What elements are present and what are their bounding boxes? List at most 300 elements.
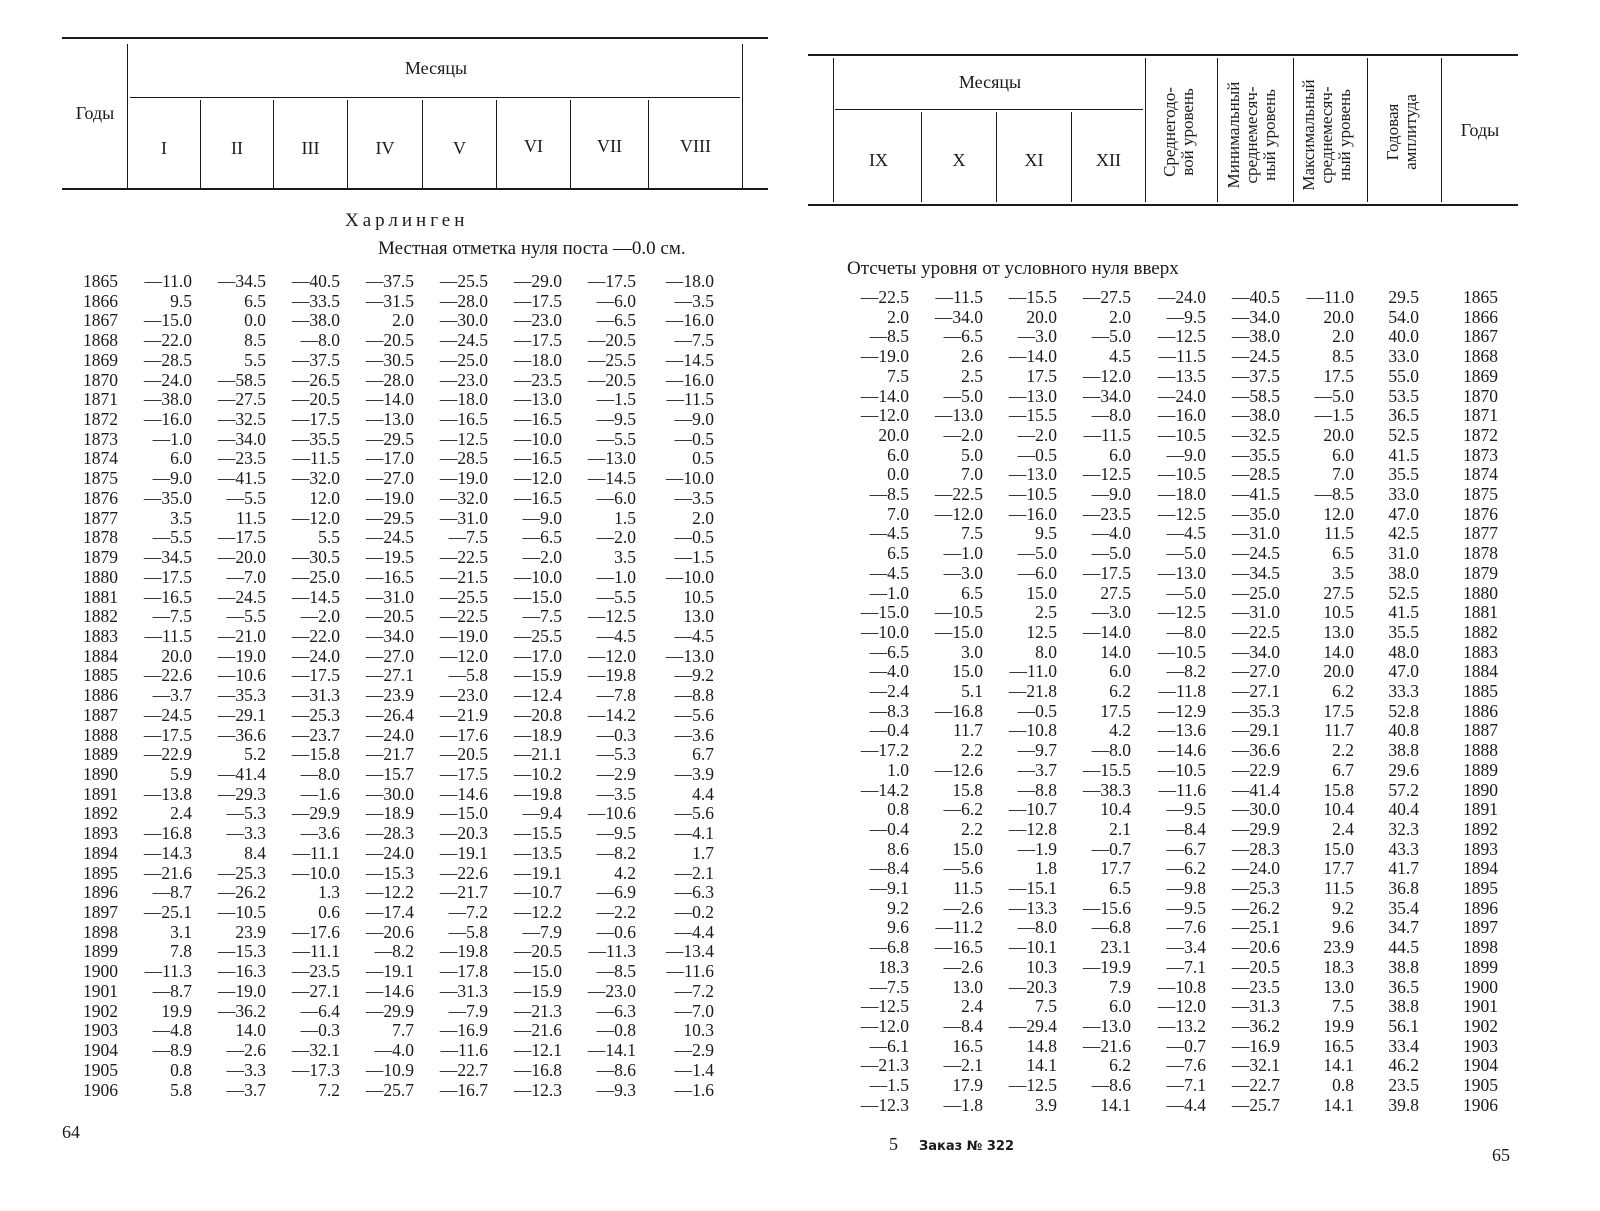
table-cell: —13.0 [934,405,983,426]
table-cell: —2.6 [943,897,983,918]
table-cell: —2.4 [869,681,909,701]
table-cell: —0.3 [300,1020,340,1041]
table-cell: —19.5 [365,547,414,568]
table-cell: 17.7 [1323,858,1354,879]
table-cell: —2.0 [522,547,562,568]
table-cell: 5.1 [961,681,983,701]
table-cell: —16.0 [665,369,714,390]
table-cell: —13.0 [665,645,714,666]
table-cell: —5.5 [226,606,266,627]
table-cell: —27.0 [365,645,414,666]
table-cell: —14.0 [1082,621,1131,642]
table-cell: —19.1 [365,961,414,982]
table-cell: 29.6 [1388,759,1419,780]
table-cell: —25.3 [291,704,340,725]
table-cell: —4.0 [869,661,909,682]
table-cell: —15.3 [365,862,414,883]
table-cell: 23.5 [1388,1075,1419,1095]
table-cell: —0.5 [674,428,714,449]
table-cell: —23.5 [291,961,340,982]
table-cell: —25.7 [365,1079,414,1100]
table-cell: 1865 [83,271,118,291]
table-cell: —20.5 [513,941,562,962]
table-cell: 1881 [1463,602,1498,623]
table-cell: —3.7 [226,1079,266,1100]
table-cell: 17.5 [1026,365,1057,386]
table-cell: —12.0 [291,507,340,528]
table-cell: —16.0 [1008,503,1057,524]
table-cell: —23.5 [513,369,562,390]
table-cell: —15.9 [513,980,562,1001]
table-cell: —6.4 [300,1000,340,1021]
table-cell: —33.5 [291,290,340,311]
table-cell: 1874 [1463,464,1498,485]
table-cell: —21.6 [143,862,192,883]
table-cell: —28.5 [439,448,488,469]
table-cell: 0.8 [887,799,909,820]
table-cell: —16.5 [439,409,488,430]
table-cell: —14.3 [143,842,192,863]
table-cell: —11.3 [588,941,636,962]
table-cell: 40.8 [1388,720,1419,741]
table-cell: —13.4 [665,941,714,962]
table-cell: —11.6 [1158,779,1206,800]
table-cell: 5.9 [170,764,192,784]
table-cell: —2.9 [674,1040,714,1061]
table-cell: 33.3 [1388,681,1419,701]
table-cell: 1866 [83,290,118,311]
table-cell: 33.0 [1388,484,1419,504]
table-cell: —0.6 [596,921,636,942]
table-cell: 1.5 [614,507,636,528]
table-cell: —6.0 [1017,562,1057,583]
table-cell: 8.4 [244,842,266,863]
table-cell: 7.5 [961,523,983,544]
table-cell: —20.5 [291,389,340,410]
table-cell: —6.2 [1166,858,1206,879]
table-cell: 23.9 [1323,937,1354,958]
table-cell: 35.5 [1388,464,1419,485]
table-cell: —23.0 [513,310,562,331]
table-cell: —24.5 [439,330,488,351]
table-cell: —25.3 [217,862,266,883]
table-cell: 1872 [1463,424,1498,445]
table-cell: —31.0 [439,507,488,528]
table-cell: 1.3 [318,882,340,903]
table-cell: 9.2 [1332,897,1354,918]
table-cell: —3.5 [674,487,714,508]
table-cell: —20.0 [217,547,266,568]
table-cell: —16.0 [143,409,192,430]
table-cell: —13.0 [1008,464,1057,485]
table-cell: 6.0 [1332,444,1354,465]
table-cell: —29.1 [1231,720,1280,741]
table-cell: 0.0 [244,310,266,331]
table-cell: —7.6 [1166,1055,1206,1076]
table-cell: —1.6 [674,1079,714,1100]
table-cell: —21.7 [365,744,414,765]
table-cell: —16.5 [513,487,562,508]
table-cell: —8.5 [1314,484,1354,504]
table-cell: —0.7 [1166,1035,1206,1056]
table-cell: 7.9 [1109,976,1131,997]
table-cell: —11.0 [144,271,192,291]
table-cell: —23.5 [1231,976,1280,997]
table-cell: 1900 [1463,976,1498,997]
table-cell: —2.1 [943,1055,983,1076]
table-cell: —5.0 [943,385,983,406]
max-monthly-level-header: Максимальный среднемесяч- ный уровень [1299,79,1354,191]
table-cell: —27.0 [1231,661,1280,682]
table-cell: —8.4 [943,1015,983,1036]
table-cell: —8.6 [1091,1075,1131,1095]
table-cell: —23.9 [365,685,414,706]
table-cell: —17.6 [291,921,340,942]
left-header-divider [127,44,128,188]
table-cell: —8.5 [869,326,909,347]
right-month-col-10: X [952,150,966,170]
table-cell: —8.7 [152,980,192,1001]
order-number: Заказ № 322 [919,1139,1014,1154]
table-cell: —7.1 [1166,1075,1206,1095]
table-cell: 10.3 [1026,956,1057,977]
table-cell: 15.8 [1323,779,1354,800]
table-cell: 7.5 [1332,996,1354,1017]
table-cell: —24.0 [365,724,414,745]
table-cell: —16.9 [439,1020,488,1041]
table-cell: —6.1 [869,1035,909,1056]
table-cell: 1870 [1463,385,1498,406]
table-cell: 6.5 [887,543,909,564]
table-cell: —4.5 [596,625,636,646]
table-cell: —12.5 [860,996,909,1017]
table-cell: —27.1 [365,665,414,686]
table-cell: —15.7 [365,764,414,784]
table-cell: —7.9 [522,921,562,942]
table-cell: 2.2 [961,740,983,761]
table-cell: —12.5 [1157,503,1206,524]
table-cell: —10.5 [1157,759,1206,780]
table-cell: 1892 [83,803,118,824]
table-cell: —9.5 [1166,306,1206,327]
table-cell: —12.5 [1157,602,1206,623]
table-cell: —7.5 [448,527,488,548]
table-cell: —10.6 [587,803,636,824]
table-cell: 19.9 [161,1000,192,1021]
table-cell: 7.0 [961,464,983,485]
table-cell: —3.7 [152,685,192,706]
table-cell: —19.8 [513,783,562,804]
table-cell: 2.0 [1332,326,1354,347]
table-cell: —25.1 [143,902,192,923]
table-cell: —14.0 [860,385,909,406]
table-cell: 13.0 [952,976,983,997]
left-month-col-8: VIII [680,136,711,156]
table-cell: —17.5 [513,330,562,351]
table-cell: 1875 [1463,484,1498,504]
table-cell: —6.9 [596,882,636,903]
table-cell: 1905 [83,1059,118,1080]
table-cell: 1873 [83,428,118,449]
table-cell: 5.5 [244,349,266,370]
table-cell: —21.7 [439,882,488,903]
table-cell: 1882 [1463,621,1498,642]
table-cell: 10.4 [1100,799,1131,820]
table-cell: —8.9 [152,1040,192,1061]
table-cell: —16.9 [1231,1035,1280,1056]
table-cell: —35.3 [217,685,266,706]
table-cell: —2.6 [226,1040,266,1061]
table-cell: —3.9 [674,764,714,784]
table-cell: 9.6 [887,917,909,938]
table-cell: —19.0 [217,645,266,666]
table-cell: 1.0 [887,759,909,780]
table-cell: —17.8 [439,961,488,982]
table-cell: 41.7 [1388,858,1419,879]
table-cell: —14.0 [1008,346,1057,367]
table-cell: 1885 [83,665,118,686]
table-cell: 2.4 [170,803,192,824]
table-cell: —37.5 [1231,365,1280,386]
table-cell: —0.5 [1017,700,1057,721]
table-cell: —35.0 [143,487,192,508]
table-cell: 1868 [83,330,118,351]
table-cell: —6.8 [1091,917,1131,938]
table-cell: 33.4 [1388,1035,1419,1056]
table-cell: —8.3 [869,700,909,721]
table-cell: —16.8 [143,823,192,844]
table-cell: —23.0 [439,685,488,706]
table-cell: 6.0 [1109,996,1131,1017]
table-cell: —1.4 [674,1059,714,1080]
table-cell: —19.9 [1082,956,1131,977]
table-cell: 1878 [1463,543,1498,564]
table-cell: 20.0 [1323,661,1354,682]
table-cell: 11.5 [1324,523,1354,544]
table-cell: —1.6 [300,783,340,804]
left-page-number: 64 [62,1122,80,1142]
table-cell: 27.5 [1323,582,1354,603]
table-cell: —15.0 [513,961,562,982]
right-months-header: Месяцы [958,72,1022,92]
table-cell: —4.8 [152,1020,192,1041]
table-cell: —3.0 [1017,326,1057,347]
table-cell: —1.9 [1017,838,1057,859]
table-cell: —8.0 [1091,740,1131,761]
table-cell: —36.2 [1231,1015,1280,1036]
table-cell: 1886 [1463,700,1498,721]
table-cell: —16.5 [513,448,562,469]
table-cell: —24.5 [365,527,414,548]
table-cell: 32.3 [1388,818,1419,839]
table-cell: 1879 [1463,562,1498,583]
gauge-zero-note: Местная отметка нуля поста —0.0 см. [378,238,686,259]
table-cell: —1.8 [943,1094,983,1115]
table-cell: —19.1 [513,862,562,883]
table-cell: —24.0 [365,842,414,863]
table-cell: 1894 [1463,858,1498,879]
table-cell: 15.0 [1323,838,1354,859]
table-cell: —13.0 [365,409,414,430]
table-cell: 11.7 [1324,720,1354,741]
table-cell: 1889 [1463,759,1498,780]
table-cell: —40.5 [1231,287,1280,307]
table-cell: —30.5 [291,547,340,568]
table-cell: —28.5 [143,349,192,370]
table-cell: —6.3 [596,1000,636,1021]
table-cell: —58.5 [1231,385,1280,406]
table-cell: —2.0 [1017,424,1057,445]
table-cell: —38.3 [1082,779,1131,800]
table-cell: —12.5 [1008,1075,1057,1095]
table-cell: 7.8 [170,941,192,962]
table-cell: —15.0 [934,621,983,642]
table-cell: 31.0 [1388,543,1419,564]
table-cell: 57.2 [1388,779,1419,800]
table-cell: —30.5 [365,349,414,370]
table-cell: 1906 [1463,1094,1498,1115]
table-cell: —22.7 [1231,1075,1280,1095]
table-cell: 17.5 [1323,365,1354,386]
table-cell: —21.0 [217,625,266,646]
table-cell: 12.0 [1323,503,1354,524]
table-cell: 2.0 [692,507,714,528]
table-cell: 1890 [1463,779,1498,800]
table-cell: —16.0 [1157,405,1206,426]
table-cell: 1871 [1463,405,1498,426]
table-cell: —28.5 [1231,464,1280,485]
table-cell: —12.3 [513,1079,562,1100]
table-cell: 1894 [83,842,118,863]
table-cell: 13.0 [1323,976,1354,997]
table-cell: —12.4 [513,685,562,706]
table-cell: —34.0 [934,306,983,327]
table-cell: 9.5 [1035,523,1057,544]
table-cell: —22.0 [291,625,340,646]
table-cell: —1.5 [1314,405,1354,426]
table-cell: —15.0 [143,310,192,331]
table-cell: —13.5 [1157,365,1206,386]
table-cell: 5.8 [170,1079,192,1100]
table-cell: —3.5 [674,290,714,311]
table-cell: —14.6 [1157,740,1206,761]
table-cell: —17.5 [217,527,266,548]
table-cell: —37.5 [291,349,340,370]
table-cell: 6.5 [961,582,983,603]
table-cell: —10.7 [1008,799,1057,820]
table-cell: 46.2 [1388,1055,1419,1076]
table-cell: —9.0 [1091,484,1131,504]
table-cell: —9.0 [1166,444,1206,465]
table-cell: —25.1 [1231,917,1280,938]
table-cell: —7.1 [1166,956,1206,977]
table-cell: —10.0 [665,468,714,489]
table-cell: —21.3 [513,1000,562,1021]
table-cell: —7.5 [152,606,192,627]
table-cell: —23.5 [217,448,266,469]
table-cell: —12.5 [587,606,636,627]
table-cell: 14.8 [1026,1035,1057,1056]
table-cell: 42.5 [1388,523,1419,544]
table-cell: —29.3 [217,783,266,804]
table-cell: —21.5 [439,566,488,587]
table-cell: 1896 [83,882,118,903]
table-cell: —20.3 [439,823,488,844]
table-cell: —21.9 [439,704,488,725]
table-cell: 11.5 [953,878,983,898]
table-cell: —25.0 [1231,582,1280,603]
table-cell: 1893 [1463,838,1498,859]
table-cell: 6.7 [1332,759,1354,780]
right-header-divider [1367,58,1368,202]
table-cell: —5.6 [674,803,714,824]
table-cell: 1872 [83,409,118,430]
table-cell: —13.0 [587,448,636,469]
table-cell: —9.5 [596,409,636,430]
table-cell: —34.0 [217,428,266,449]
table-cell: —34.0 [1231,306,1280,327]
table-cell: —13.0 [513,389,562,410]
table-cell: —22.0 [143,330,192,351]
table-cell: 1897 [1463,917,1498,938]
table-cell: —15.6 [1082,897,1131,918]
table-cell: —12.2 [513,902,562,923]
table-cell: —10.0 [860,621,909,642]
table-cell: 1895 [1463,878,1498,898]
table-cell: —30.0 [1231,799,1280,820]
table-cell: —13.0 [1082,1015,1131,1036]
mean-annual-level-header: Среднегодо- вой уровень [1160,87,1197,177]
table-cell: 17.5 [1323,700,1354,721]
table-cell: 2.2 [961,818,983,839]
table-cell: —3.5 [596,783,636,804]
table-cell: 1891 [83,783,118,804]
signature-number: 5 [889,1134,898,1154]
table-cell: —11.5 [292,448,340,469]
table-cell: 36.8 [1388,878,1419,898]
table-cell: —28.3 [1231,838,1280,859]
table-cell: —16.5 [513,409,562,430]
reading-note: Отсчеты уровня от условного нуля вверх [847,258,1179,279]
table-cell: —2.2 [596,902,636,923]
table-cell: —11.6 [666,961,714,982]
table-cell: —18.9 [513,724,562,745]
table-cell: —17.3 [291,1059,340,1080]
table-cell: 2.0 [887,306,909,327]
table-cell: —16.5 [934,937,983,958]
table-cell: 9.6 [1332,917,1354,938]
table-cell: —16.0 [665,310,714,331]
table-cell: —32.1 [1231,1055,1280,1076]
table-cell: 1892 [1463,818,1498,839]
table-cell: —34.5 [217,271,266,291]
table-cell: 7.0 [887,503,909,524]
table-cell: 2.5 [1035,602,1057,623]
table-cell: 38.8 [1388,996,1419,1017]
table-cell: 1898 [83,921,118,942]
table-cell: 2.6 [961,346,983,367]
table-cell: —6.5 [869,641,909,662]
table-cell: —9.8 [1166,878,1206,898]
table-cell: —2.6 [943,956,983,977]
table-cell: —0.7 [1091,838,1131,859]
table-cell: 1903 [83,1020,118,1041]
table-cell: —31.0 [1231,602,1280,623]
right-header-bottom-rule [808,204,1518,206]
table-cell: —34.5 [143,547,192,568]
table-cell: —11.2 [935,917,983,938]
table-cell: —7.0 [226,566,266,587]
